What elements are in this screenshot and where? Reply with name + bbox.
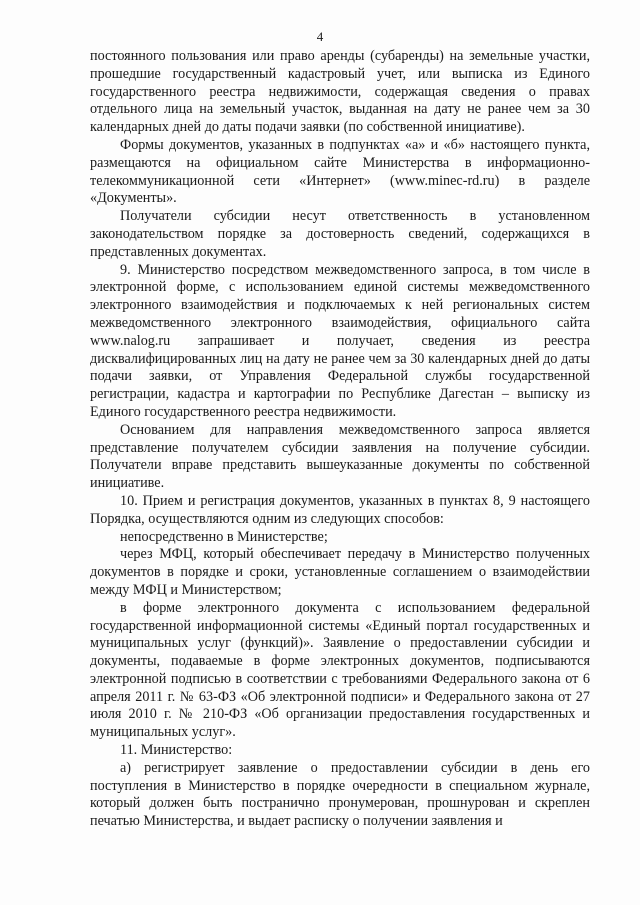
- paragraph-method-electronic: в форме электронного документа с использованием федеральной государственной информационной системы «Единый портал государственных и муниципальных услуг (функций)». Заявление о предоставлении субсидии и документы, подаваемые в форме электронных документов, подписываются электронной подписью в соответствии с требованиями Федерального закона от 6 апреля 2011 г. № 63-ФЗ «Об электронной подписи» и Федерального закона от 27 июля 2010 г. № 210-ФЗ «Об организации предоставления государственных и муниципальных услуг».: [90, 599, 590, 741]
- page-number: 4: [316, 29, 324, 44]
- paragraph-recipient-responsibility: Получатели субсидии несут ответственность в установленном законодательством порядке за достоверность сведений, содержащихся в представленных документах.: [90, 208, 590, 260]
- paragraph-item-9: 9. Министерство посредством межведомственного запроса, в том числе в электронной форме, с использованием единой системы межведомственного электронного взаимодействия и подключаемых к ней региональных систем межведомственного электронного взаимодействия, официального сайта www.nalog.ru запрашивает и получает, сведения из реестра дисквалифицированных лиц на дату не ранее чем за 30 календарных дней до даты подачи заявки, от Управления Федеральной службы государственной регистрации, кадастра и картографии по Республике Дагестан – выписку из Единого государственного реестра недвижимости.: [90, 261, 590, 420]
- paragraph-land-rights-continuation: постоянного пользования или право аренды (субаренды) на земельные участки, прошедшие государственный кадастровый учет, или выписка из Единого государственного реестра недвижимости, содержащая сведения о правах отдельного лица на земельный участок, выданная на дату не ранее чем за 30 календарных дней до даты подачи заявки (по собственной инициативе).: [90, 48, 590, 136]
- paragraph-method-in-ministry: непосредственно в Министерстве;: [120, 528, 328, 545]
- paragraph-interdepartmental-request-basis: Основанием для направления межведомственного запроса является представление получателем субсидии заявления на получение субсидии. Получатели вправе представить вышеуказанные документы по собственной инициативе.: [90, 421, 590, 492]
- paragraph-item-11-a: а) регистрирует заявление о предоставлении субсидии в день его поступления в Министерство в порядке очередности в специальном журнале, который должен быть постранично пронумерован, прошнурован и скреплен печатью Министерства, и выдает расписку о получении заявления и: [90, 759, 590, 830]
- paragraph-document-forms: Формы документов, указанных в подпунктах «а» и «б» настоящего пункта, размещаются на официальном сайте Министерства в информационно-телекоммуникационной сети «Интернет» (www.minec-rd.ru) в разделе «Документы».: [90, 136, 590, 207]
- paragraph-item-11: 11. Министерство:: [120, 742, 233, 759]
- paragraph-method-mfc: через МФЦ, который обеспечивает передачу в Министерство полученных документов в порядке и сроки, установленные соглашением о взаимодействии между МФЦ и Министерством;: [90, 546, 590, 598]
- paragraph-item-10: 10. Прием и регистрация документов, указанных в пунктах 8, 9 настоящего Порядка, осуществляются одним из следующих способов:: [90, 492, 590, 527]
- document-body: [90, 48, 590, 831]
